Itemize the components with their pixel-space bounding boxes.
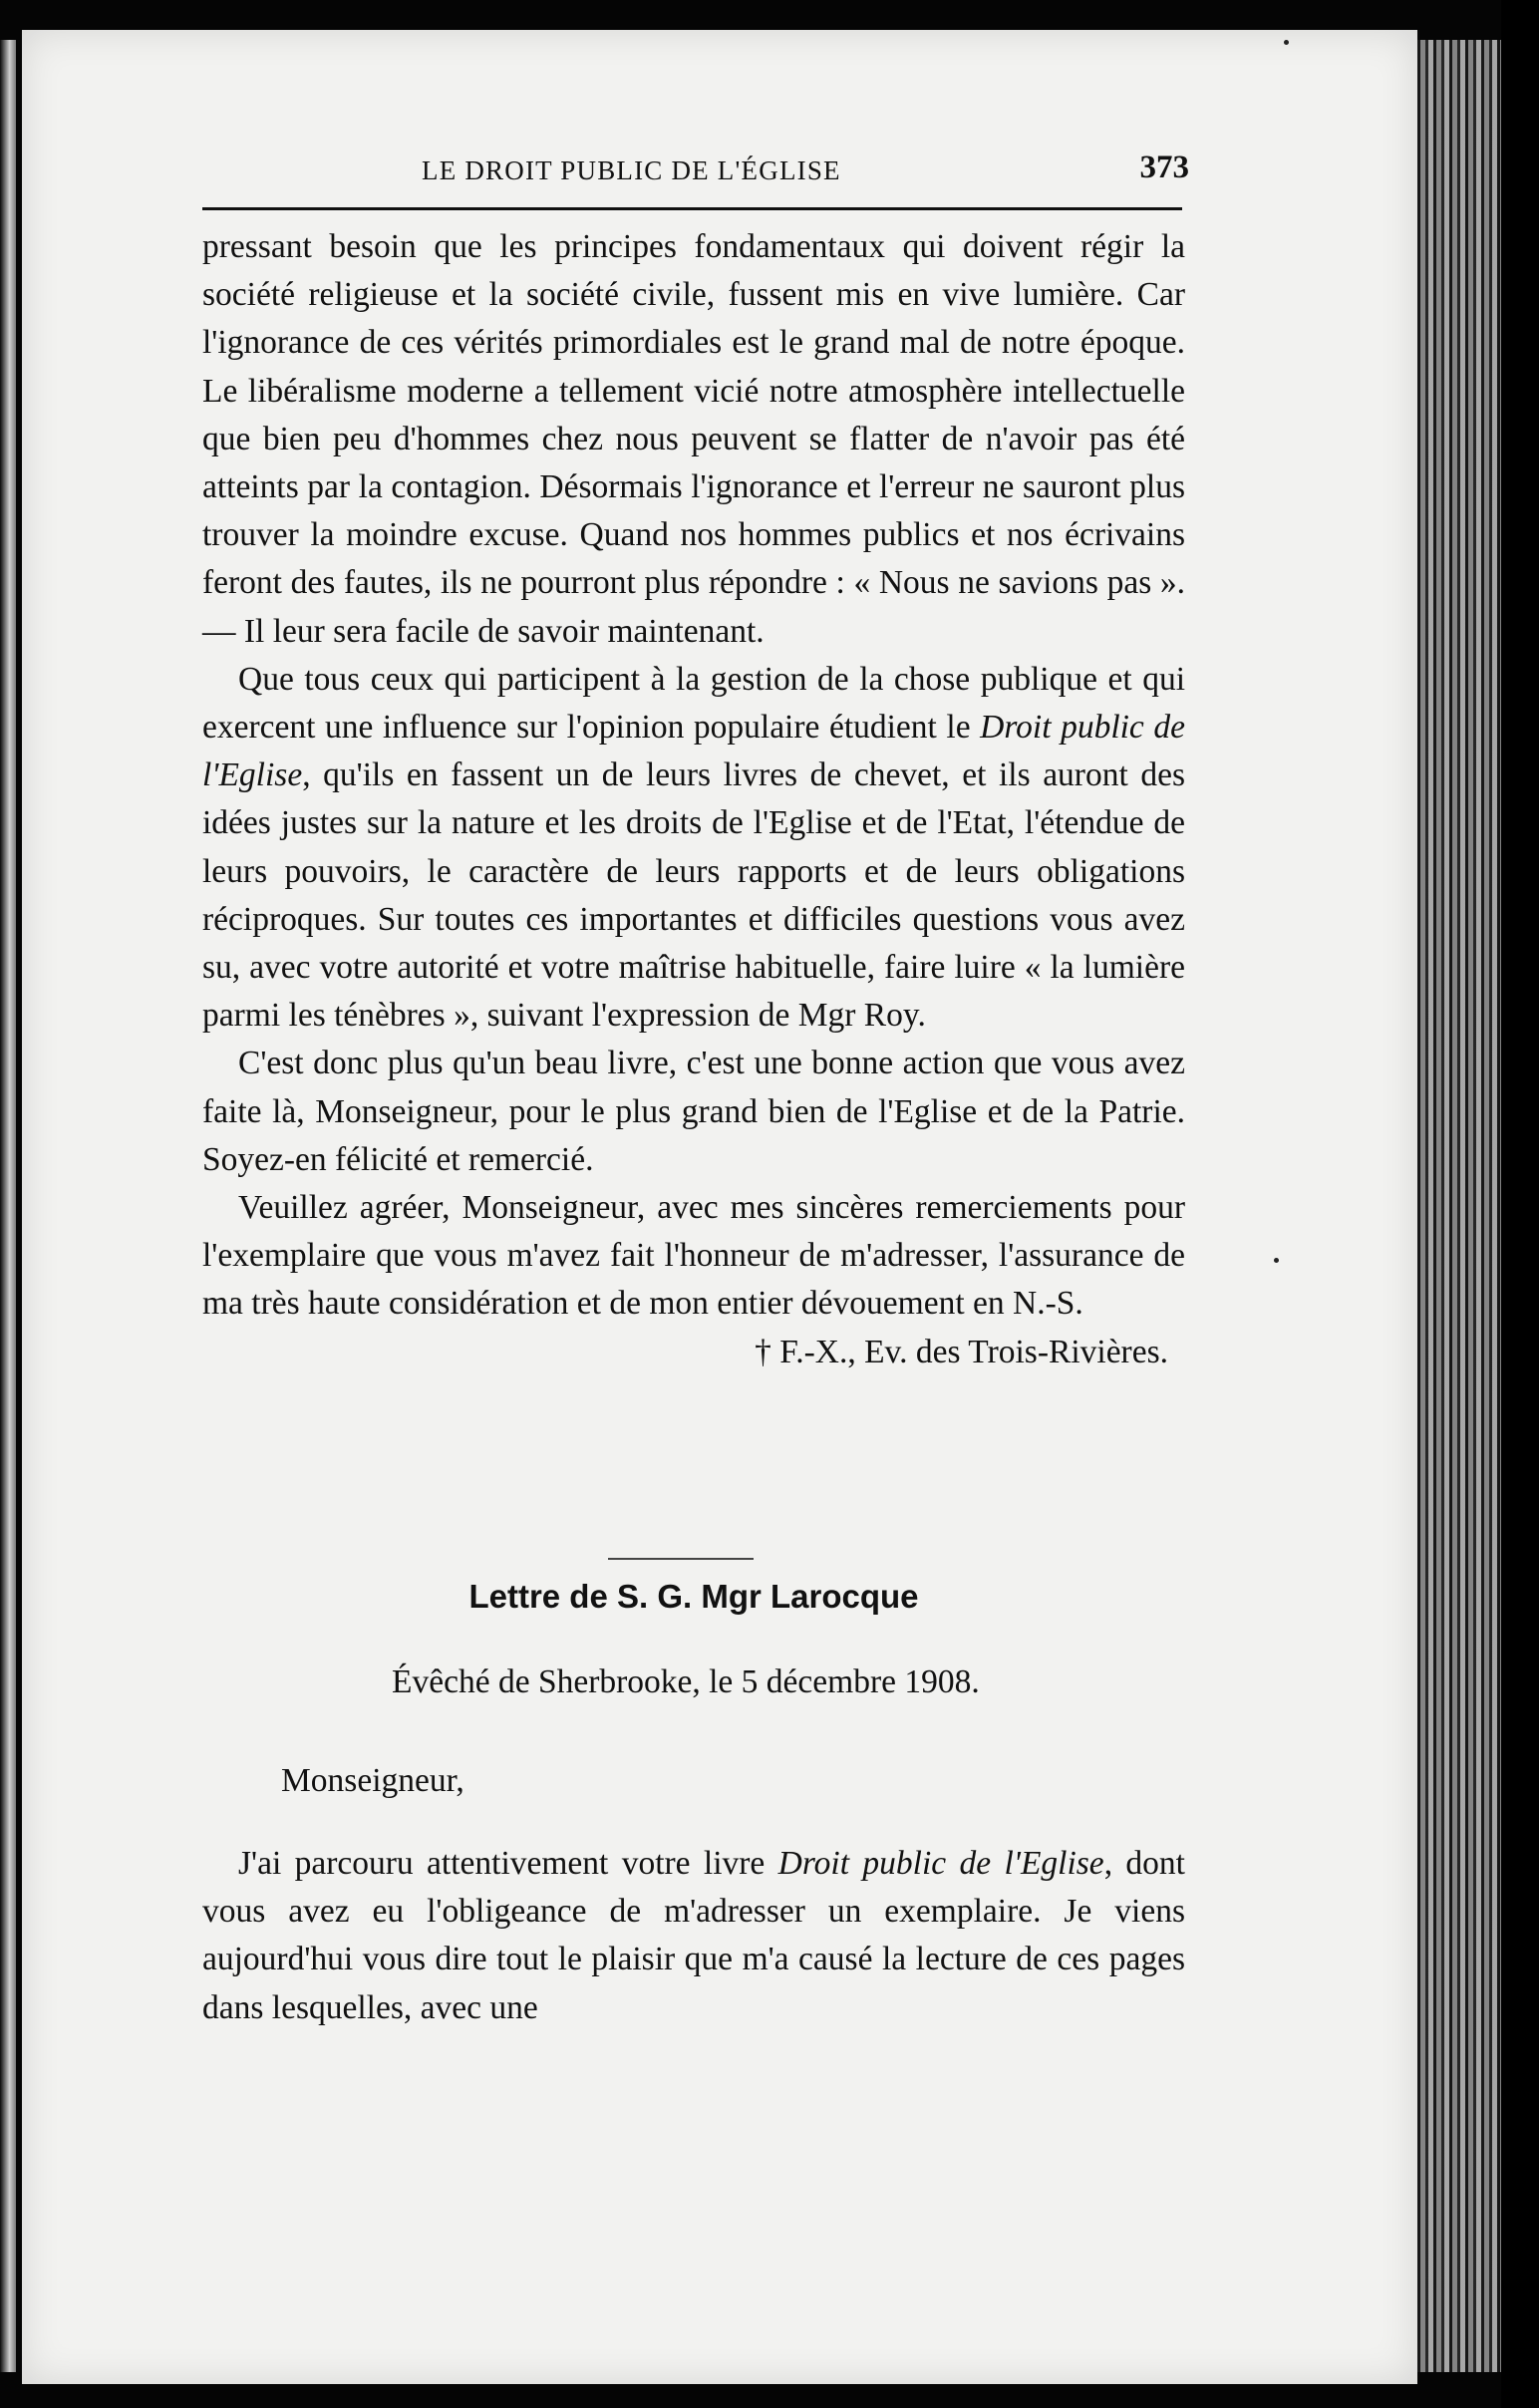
right-page-edges bbox=[1417, 40, 1501, 2372]
text-run: C'est donc plus qu'un beau livre, c'est une bonne action que vous avez faite là, Monseigneur, pour le plus grand bien de l'Eglise et de la Patrie. Soyez-en félicité et remercié. bbox=[202, 1045, 1185, 1178]
italic-text: Droit public de l'Eglise bbox=[202, 709, 1185, 794]
page-number: 373 bbox=[1139, 150, 1189, 185]
text-run: , dont vous avez eu l'obligeance de m'adresser un exemplaire. Je viens aujourd'hui vous dire tout le plaisir que m'a causé la lecture de ces pages dans lesquelles, avec une bbox=[202, 1845, 1185, 2026]
text-run: pressant besoin que les principes fondamentaux qui doivent régir la société religieuse et la société civile, fussent mis en vive lumière. Car l'ignorance de ces vérités primordiales est le grand mal de notre époque. Le libéralisme moderne a tellement vicié notre atmosphère intellectuelle que bien peu d'hommes chez nous peuvent se flatter de n'avoir pas été atteints par la contagion. Désormais l'ignorance et l'erreur ne sauront plus trouver la moindre excuse. Quand nos hommes publics et nos écrivains feront des fautes, ils ne pourront plus répondre : « Nous ne savions pas ». — Il leur sera facile de savoir maintenant. bbox=[202, 228, 1185, 650]
text-run: Que tous ceux qui participent à la gestion de la chose publique et qui exercent une influence sur l'opinion populaire étudient le bbox=[202, 660, 1185, 747]
page-header bbox=[202, 150, 1189, 199]
letter-paragraph bbox=[202, 1840, 1185, 2032]
paragraph bbox=[202, 1184, 1185, 1329]
text-run: J'ai parcouru attentivement votre livre bbox=[238, 1845, 778, 1882]
letter-body bbox=[202, 1840, 1185, 2032]
paragraph bbox=[202, 656, 1185, 1041]
running-title: LE DROIT PUBLIC DE L'ÉGLISE bbox=[422, 155, 841, 185]
letter-title: Lettre de S. G. Mgr Larocque bbox=[468, 1578, 919, 1615]
header-rule bbox=[202, 207, 1182, 210]
scan-speck bbox=[1284, 40, 1289, 45]
body-text bbox=[202, 223, 1185, 1376]
paragraph bbox=[202, 1040, 1185, 1184]
text-run: , qu'ils en fassent un de leurs livres de chevet, et ils auront des idées justes sur la nature et les droits de l'Eglise et de l'Etat, l'étendue de leurs pouvoirs, le caractère de leurs rapports et de leurs obligations réciproques. Sur toutes ces importantes et difficiles questions vous avez su, avec votre autorité et votre maîtrise habituelle, faire luire « la lumière parmi les ténèbres », suivant l'expression de Mgr Roy. bbox=[202, 756, 1185, 1035]
letter-dateline: Évêché de Sherbrooke, le 5 décembre 1908. bbox=[392, 1663, 980, 1700]
signature: † F.-X., Ev. des Trois-Rivières. bbox=[755, 1333, 1168, 1370]
scan-speck bbox=[1274, 1258, 1279, 1263]
left-book-edge bbox=[0, 40, 16, 2372]
section-separator bbox=[608, 1558, 754, 1560]
letter-salutation: Monseigneur, bbox=[281, 1762, 464, 1799]
right-dark-margin bbox=[1501, 0, 1539, 2408]
italic-text: Droit public de l'Eglise bbox=[777, 1845, 1104, 1882]
paragraph bbox=[202, 223, 1185, 656]
text-run: Veuillez agréer, Monseigneur, avec mes sincères remerciements pour l'exemplaire que vous m'avez fait l'honneur de m'adresser, l'assurance de ma très haute considération et de mon entier dévouement en N.-S. bbox=[202, 1189, 1185, 1323]
